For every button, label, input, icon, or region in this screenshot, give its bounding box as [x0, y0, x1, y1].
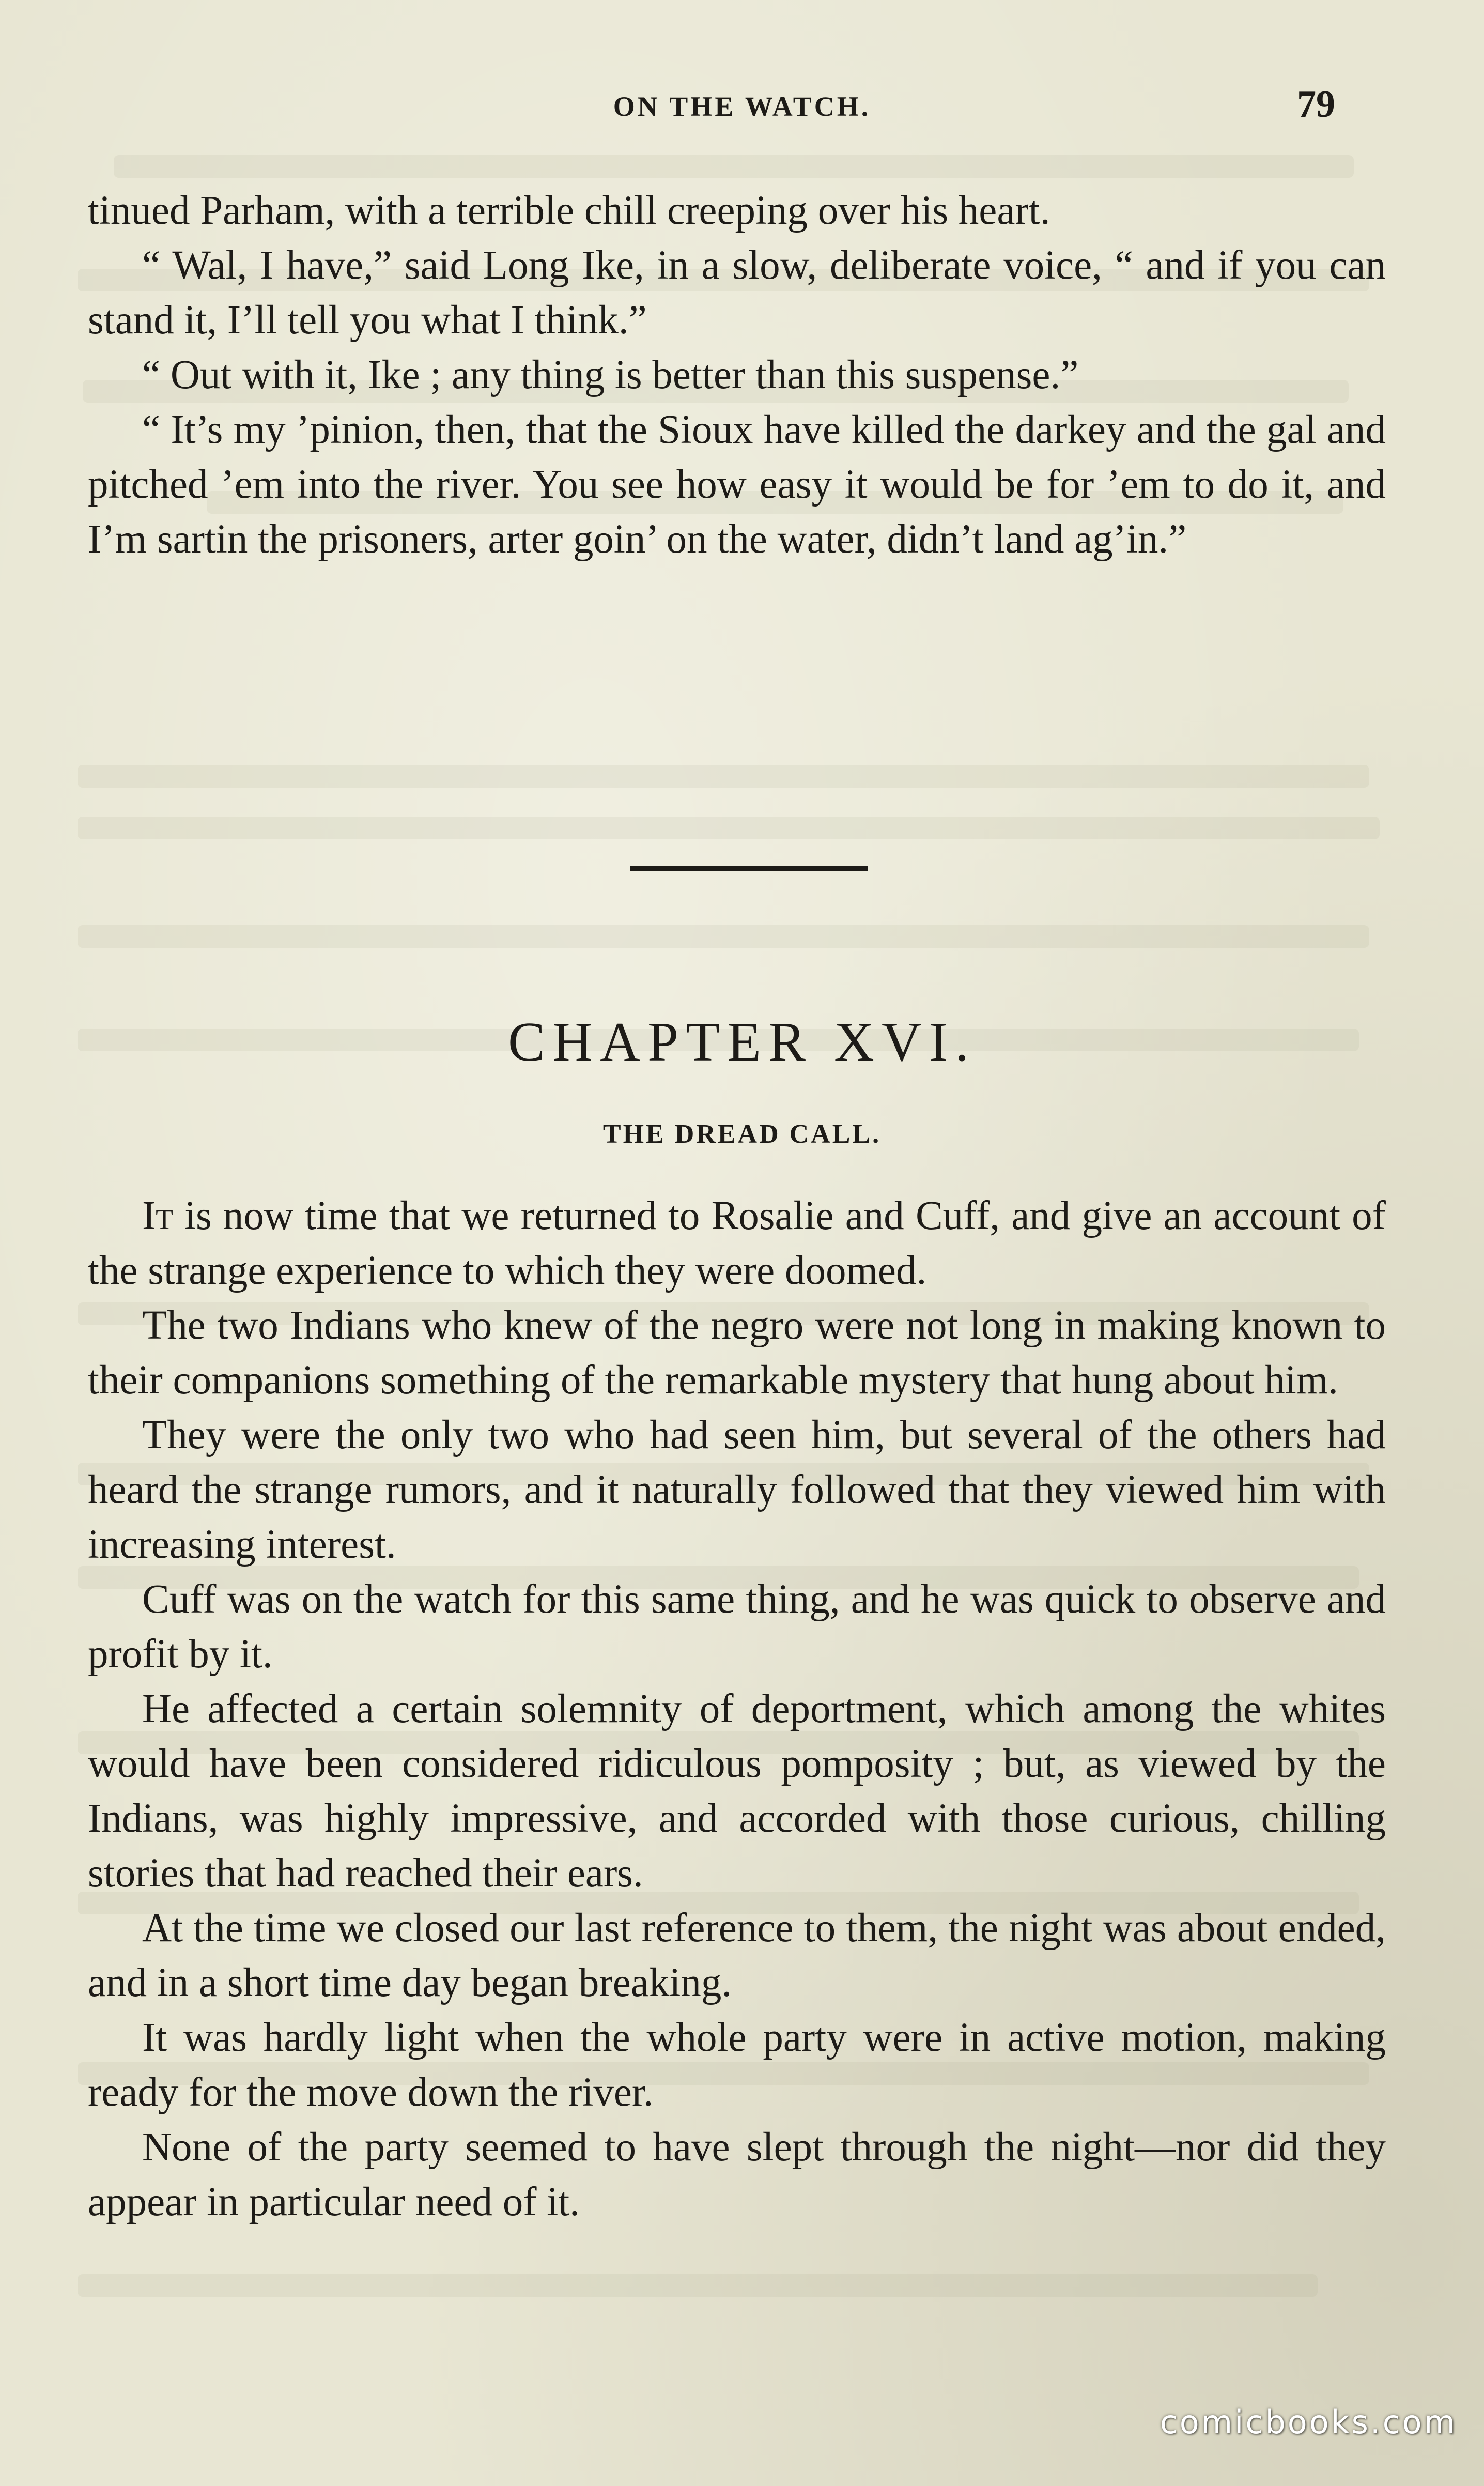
chapter-heading: CHAPTER XVI. — [507, 1011, 977, 1073]
paragraph: It was hardly light when the whole party were in active motion, making ready for the move down the river. — [88, 2015, 1386, 2115]
paragraph: “ Wal, I have,” said Long Ike, in a slow, deliberate voice, “ and if you can stand it, I’ll tell you what I think.” — [88, 243, 1386, 343]
paragraph: The two Indians who knew of the negro were not long in making known to their companions something of the remarkable mystery that hung about him. — [88, 1303, 1386, 1403]
section-divider — [630, 866, 868, 871]
paragraph — [88, 1189, 1386, 1298]
paragraph: At the time we closed our last reference to them, the night was about ended, and in a short time day began breaking. — [88, 1906, 1386, 2005]
body-text-top — [88, 183, 1386, 567]
page-number: 79 — [1297, 83, 1335, 126]
paragraph: tinued Parham, with a terrible chill creeping over his heart. — [88, 188, 1050, 233]
chapter-subtitle: THE DREAD CALL. — [602, 1119, 882, 1149]
paragraph: None of the party seemed to have slept through the night—nor did they appear in particular need of it. — [88, 2125, 1386, 2224]
running-head: ON THE WATCH. — [613, 91, 871, 122]
body-text-chapter — [88, 1189, 1386, 2230]
paragraph-text: is now time that we returned to Rosalie and Cuff, and give an account of the strange experience to which they were doomed. — [88, 1193, 1386, 1293]
paragraph: “ Out with it, Ike ; any thing is better than this suspense.” — [142, 352, 1079, 397]
paragraph: “ It’s my ’pinion, then, that the Sioux have killed the darkey and the gal and pitched ’em into the river. You see how easy it would be for ’em to do it, and I’m sartin the prisoners, arter goin’ on the water, didn’t land ag’in.” — [88, 407, 1386, 562]
paragraph: They were the only two who had seen him, but several of the others had heard the strange rumors, and it naturally followed that they viewed him with increasing interest. — [88, 1413, 1386, 1567]
watermark: comicbooks.com — [1160, 2403, 1457, 2441]
paragraph: He affected a certain solemnity of deportment, which among the whites would have been considered ridiculous pomposity ; but, as viewed by the Indians, was highly impressive, and accorded with those curious, chilling stories that had reached their ears. — [88, 1686, 1386, 1896]
lead-word: It — [142, 1193, 173, 1238]
paragraph: Cuff was on the watch for this same thing, and he was quick to observe and profit by it. — [88, 1577, 1386, 1677]
